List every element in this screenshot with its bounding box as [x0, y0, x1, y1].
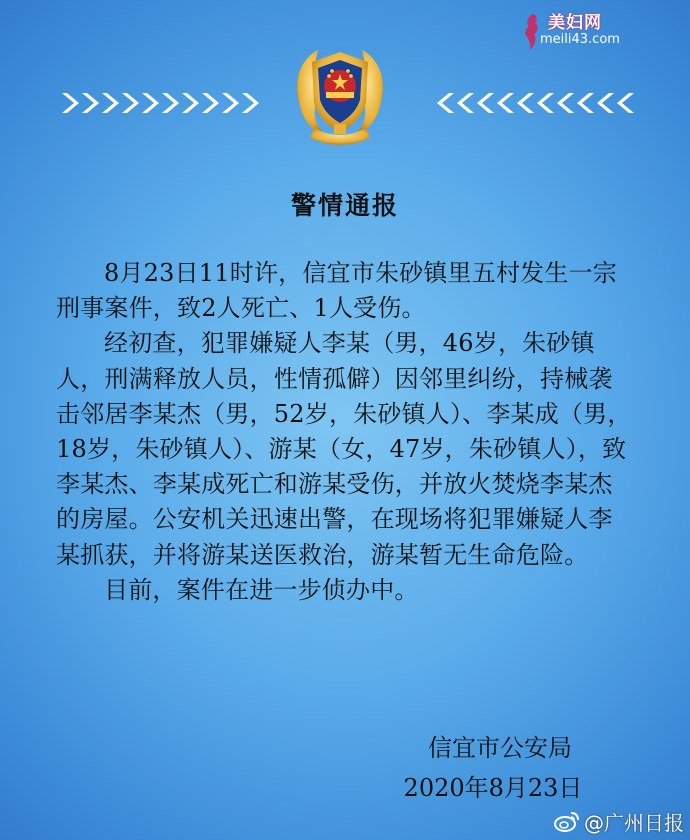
- watermark: [528, 8, 638, 52]
- weibo-source-text: @广州日报: [584, 810, 684, 835]
- signature-block: [403, 728, 590, 808]
- notice-paragraph: 目前，案件在进一步侦办中。: [104, 575, 419, 604]
- watermark-site-url: meili43.com: [540, 32, 620, 47]
- issue-date: 2020年8月23日: [403, 774, 583, 802]
- notice-paragraph: 8月23日11时许，信宜市朱砂镇里五村发生一宗刑事案件，致2人死亡、1人受伤。: [56, 259, 617, 323]
- notice-title: 警情通报: [290, 191, 399, 220]
- notice-paragraph: 经初查，犯罪嫌疑人李某（男，46岁，朱砂镇人，刑满释放人员，性情孤僻）因邻里纠纷，持械袭击邻居李某杰（男，52岁，朱砂镇人）、李某成（男，18岁，朱砂镇人）、游某（女，47岁，朱砂镇人），致李某杰、李某成死亡和游某受伤，并放火焚烧李某杰的房屋。公安机关迅速出警，在现场将犯罪嫌疑人李某抓获，并将游某送医救治，游某暂无生命危险。: [56, 329, 632, 569]
- chevrons-right-icon: [58, 90, 263, 116]
- police-emblem-icon: [284, 38, 396, 150]
- woman-silhouette-icon: [520, 12, 542, 52]
- notice-body: [56, 256, 636, 608]
- weibo-source-watermark: [554, 806, 684, 836]
- chevrons-left-icon: [433, 90, 638, 116]
- issuer-name: 信宜市公安局: [428, 734, 572, 762]
- weibo-icon: [554, 810, 580, 832]
- watermark-site-name: 美妇网: [548, 13, 602, 33]
